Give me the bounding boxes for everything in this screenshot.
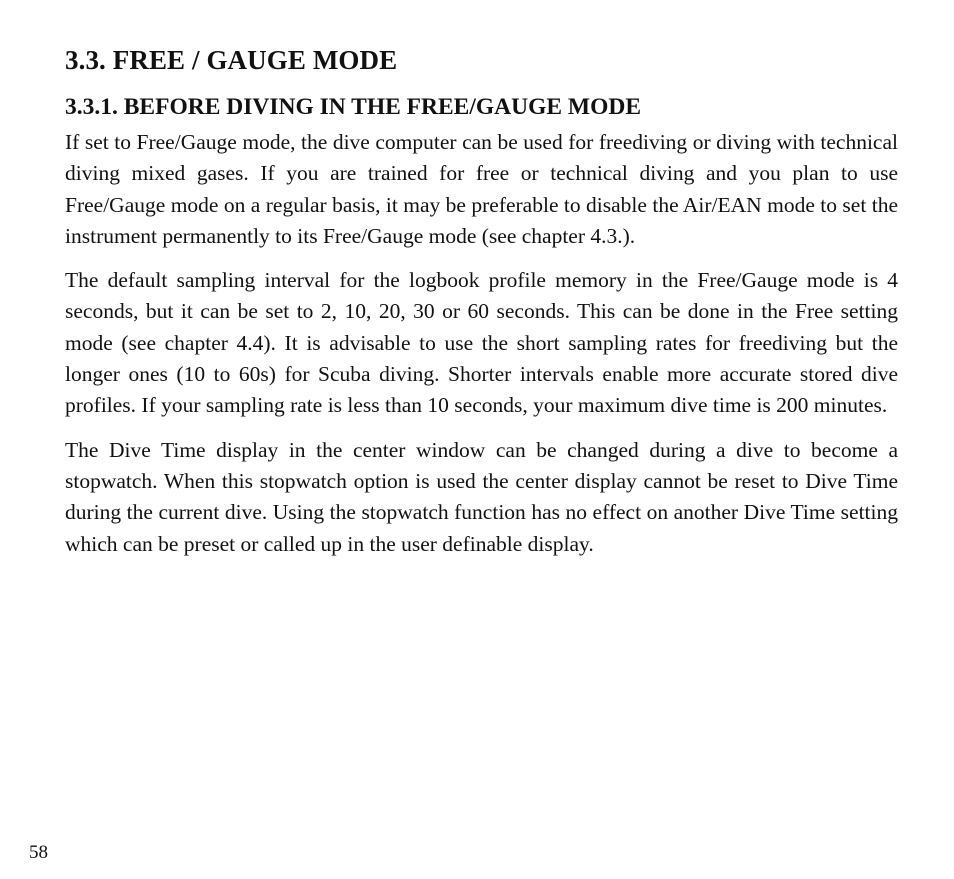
page-content (65, 40, 898, 560)
body-paragraph-sampling-interval: The default sampling interval for the logbook profile memory in the Free/Gauge mode is 4 seconds, but it can be set to 2, 10, 20, 30 or 60 seconds. This can be done in the Free setting mode (see chapter 4.4). It is advisable to use the short sampling rates for freediving but the longer ones (10 to 60s) for Scuba diving. Shorter intervals enable more accurate stored dive profiles. If your sampling rate is less than 10 seconds, your maximum dive time is 200 minutes. (65, 268, 898, 418)
page-number: 58 (29, 842, 48, 863)
body-paragraph-free-gauge-intro: If set to Free/Gauge mode, the dive computer can be used for freediving or diving with technical diving mixed gases. If you are trained for free or technical diving and you plan to use Free/Gauge mode on a regular basis, it may be preferable to disable the Air/EAN mode to set the instrument permanently to its Free/Gauge mode (see chapter 4.3.). (65, 130, 898, 248)
section-title: 3.3. FREE / GAUGE MODE (65, 45, 398, 75)
subsection-title: 3.3.1. BEFORE DIVING IN THE FREE/GAUGE MODE (65, 94, 642, 120)
body-paragraph-stopwatch: The Dive Time display in the center window can be changed during a dive to become a stopwatch. When this stopwatch option is used the center display cannot be reset to Dive Time during the current dive. Using the stopwatch function has no effect on another Dive Time setting which can be preset or called up in the user definable display. (65, 437, 898, 556)
